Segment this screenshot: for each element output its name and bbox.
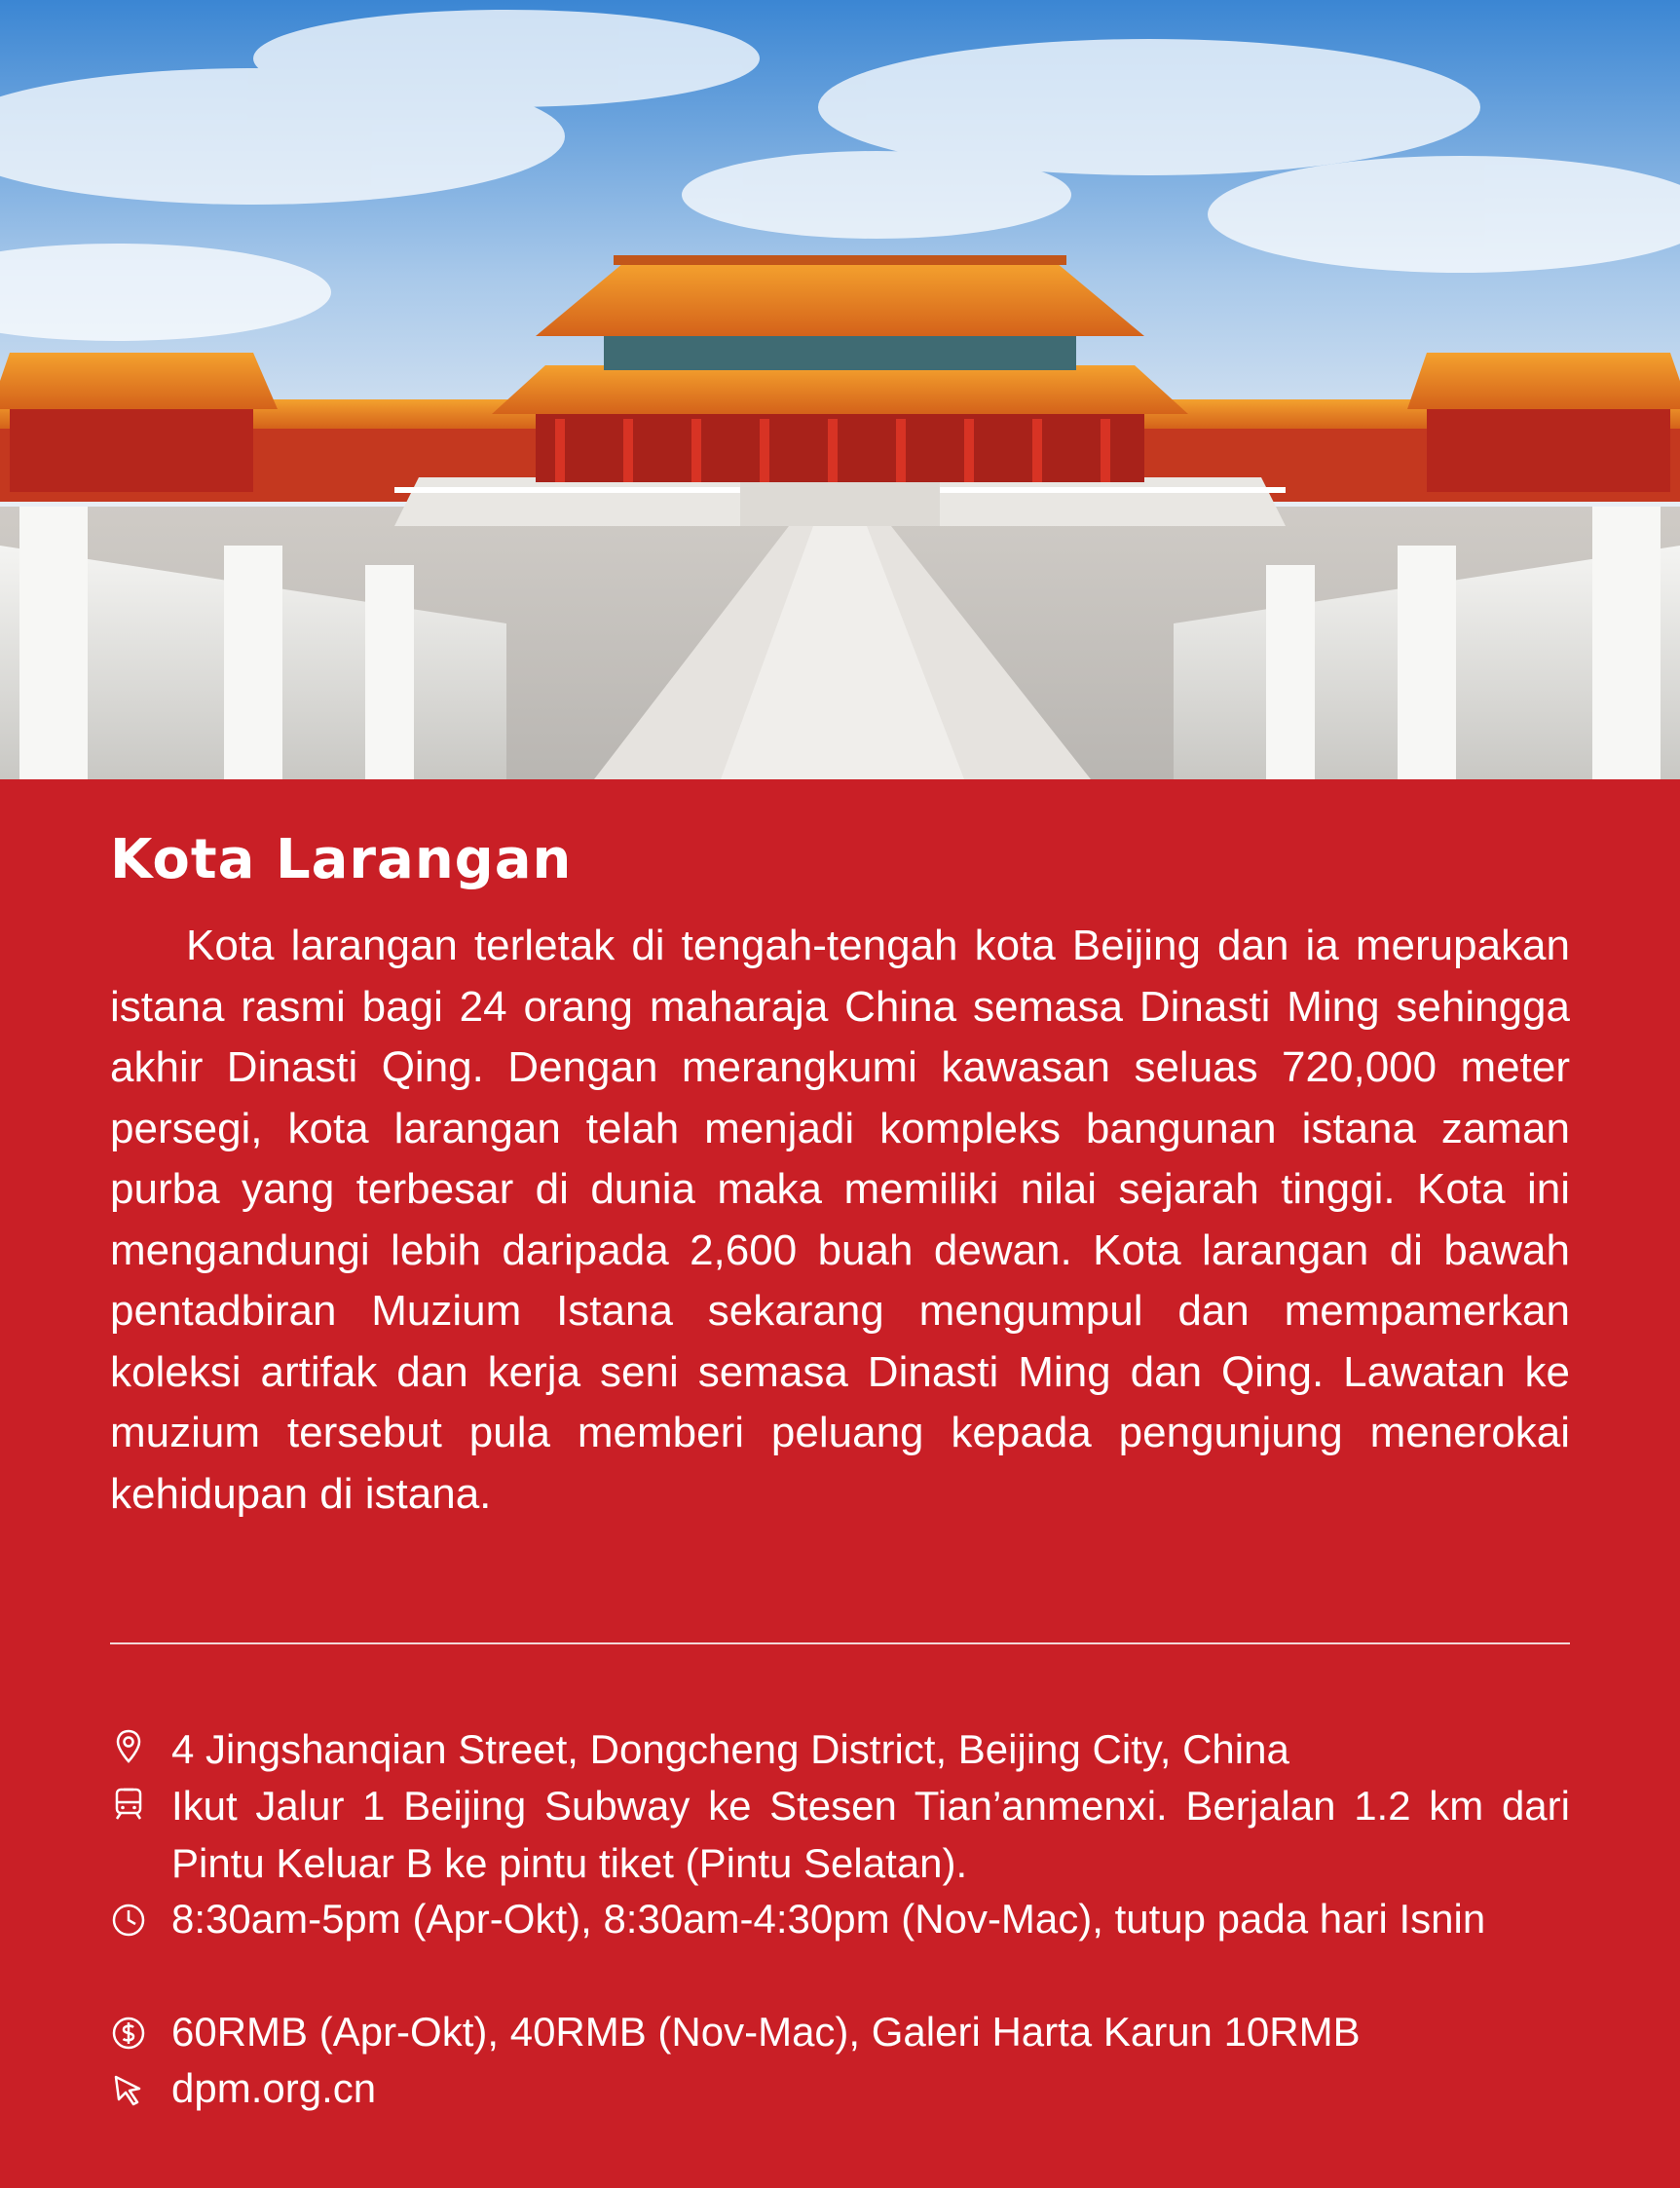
address-text: 4 Jingshanqian Street, Dongcheng District, Beijing City, China (171, 1726, 1289, 1772)
price-text: 60RMB (Apr-Okt), 40RMB (Nov-Mac), Galeri Harta Karun 10RMB (171, 2009, 1361, 2055)
website-link[interactable]: dpm.org.cn (171, 2065, 377, 2111)
hours-text: 8:30am-5pm (Apr-Okt), 8:30am-4:30pm (Nov-Mac), tutup pada hari Isnin (171, 1896, 1486, 1942)
description-paragraph: Kota larangan terletak di tengah-tengah kota Beijing dan ia merupakan istana rasmi bagi 24 orang maharaja China semasa Dinasti Ming sehingga akhir Dinasti Qing. Dengan merangkumi kawasan seluas 720,000 meter persegi, kota larangan telah menjadi kompleks bangunan istana zaman purba yang terbesar di dunia maka memiliki nilai sejarah tinggi. Kota ini mengandungi lebih daripada 2,600 buah dewan. Kota larangan di bawah pentadbiran Muzium Istana sekarang mengumpul dan mempamerkan koleksi artifak dan kerja seni semasa Dinasti Ming dan Qing. Lawatan ke muzium tersebut pula memberi peluang kepada pengunjung menerokai kehidupan di istana. (110, 922, 1570, 1518)
train-icon (110, 1785, 147, 1822)
cursor-icon (110, 2071, 147, 2108)
clock-icon (110, 1902, 147, 1939)
hero-image (0, 0, 1680, 779)
page-title: Kota Larangan (110, 828, 573, 891)
location-pin-icon (110, 1728, 147, 1765)
dollar-icon (110, 2015, 147, 2052)
transport-text: Ikut Jalur 1 Beijing Subway ke Stesen Tian’anmenxi. Berjalan 1.2 km dari Pintu Keluar B ke pintu tiket (Pintu Selatan). (171, 1783, 1570, 1886)
divider (110, 1642, 1570, 1644)
info-panel (0, 779, 1680, 2188)
